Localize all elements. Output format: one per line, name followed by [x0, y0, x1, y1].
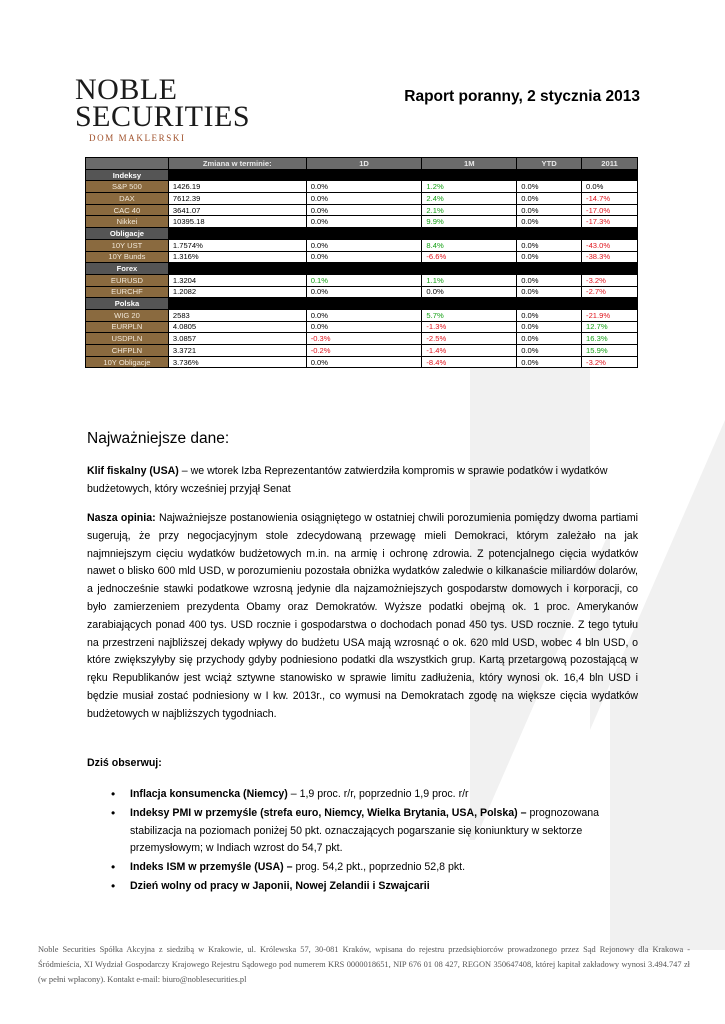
list-item-bold: Dzień wolny od pracy w Japonii, Nowej Zelandii i Szwajcarii [130, 879, 430, 892]
table-section-filler [168, 298, 637, 310]
change-d1: 0.0% [306, 309, 422, 321]
instrument-value: 4.0805 [168, 321, 306, 333]
instrument-name: EURCHF [86, 286, 169, 298]
change-y2011: -17.0% [582, 204, 638, 216]
change-d1: 0.0% [306, 286, 422, 298]
opinia-title: Nasza opinia: [87, 512, 156, 524]
change-y2011: -3.2% [582, 274, 638, 286]
change-d1: 0.0% [306, 321, 422, 333]
klif-text: – we wtorek Izba Reprezentantów zatwierdziła kompromis w sprawie podatków i wydatków budżetowych, który wcześniej przyjął Senat [87, 465, 608, 495]
instrument-name: USDPLN [86, 333, 169, 345]
market-table [85, 157, 638, 368]
change-ytd: 0.0% [517, 356, 582, 368]
change-ytd: 0.0% [517, 239, 582, 251]
table-section-filler [168, 263, 637, 275]
change-d1: -0.2% [306, 345, 422, 357]
change-m1: 9.9% [422, 216, 517, 228]
table-section-label: Forex [86, 263, 169, 275]
logo-line-1: NOBLE [75, 73, 178, 106]
change-d1: 0.0% [306, 216, 422, 228]
table-section-row [86, 169, 638, 181]
instrument-value: 1.2082 [168, 286, 306, 298]
change-ytd: 0.0% [517, 286, 582, 298]
logo-line-2: SECURITIES [75, 100, 251, 133]
table-section-row [86, 263, 638, 275]
table-section-label: Indeksy [86, 169, 169, 181]
change-ytd: 0.0% [517, 216, 582, 228]
change-m1: -8.4% [422, 356, 517, 368]
table-row [86, 286, 638, 298]
table-row [86, 181, 638, 193]
change-m1: 2.1% [422, 204, 517, 216]
change-m1: 5.7% [422, 309, 517, 321]
instrument-value: 1426.19 [168, 181, 306, 193]
change-d1: 0.0% [306, 356, 422, 368]
instrument-value: 2583 [168, 309, 306, 321]
change-y2011: 0.0% [582, 181, 638, 193]
change-m1: -6.6% [422, 251, 517, 263]
table-row [86, 345, 638, 357]
table-header-row [86, 158, 638, 170]
table-section-row [86, 228, 638, 240]
table-section-row [86, 298, 638, 310]
change-ytd: 0.0% [517, 193, 582, 205]
list-item-bold: Indeksy PMI w przemyśle (strefa euro, Niemcy, Wielka Brytania, USA, Polska) – [130, 806, 527, 819]
change-d1: -0.3% [306, 333, 422, 345]
footer-legal-text: Noble Securities Spółka Akcyjna z siedzibą w Krakowie, ul. Królewska 57, 30-081 Kraków, wpisana do rejestru przedsiębiorców prowadzonego przez Sąd Rejonowy dla Krakowa - Śródmieścia, XI Wydział Gospodarczy Krajowego Rejestru Sądowego pod numerem KRS 0000018651, NIP 676 01 08 427, REGON 350647408, której kapitał zakładowy wynosi 3.494.747 zł (w pełni wpłacony). Kontakt e-mail: biuro@noblesecurities.pl [38, 945, 690, 984]
list-item [87, 786, 647, 804]
instrument-value: 1.7574% [168, 239, 306, 251]
table-row [86, 356, 638, 368]
instrument-name: CAC 40 [86, 204, 169, 216]
klif-paragraph [87, 463, 638, 499]
instrument-value: 10395.18 [168, 216, 306, 228]
klif-title: Klif fiskalny (USA) [87, 465, 179, 477]
change-y2011: 15.9% [582, 345, 638, 357]
change-ytd: 0.0% [517, 204, 582, 216]
change-ytd: 0.0% [517, 309, 582, 321]
instrument-value: 3.0857 [168, 333, 306, 345]
company-logo [75, 73, 251, 143]
table-row [86, 321, 638, 333]
report-title: Raport poranny, 2 stycznia 2013 [404, 88, 640, 105]
list-item [87, 878, 647, 896]
instrument-name: 10Y UST [86, 239, 169, 251]
instrument-name: WIG 20 [86, 309, 169, 321]
section-heading: Najważniejsze dane: [87, 430, 230, 447]
change-m1: -2.5% [422, 333, 517, 345]
table-section-label: Polska [86, 298, 169, 310]
change-m1: -1.3% [422, 321, 517, 333]
list-item [87, 805, 647, 858]
change-m1: 0.0% [422, 286, 517, 298]
instrument-name: S&P 500 [86, 181, 169, 193]
instrument-value: 3641.07 [168, 204, 306, 216]
list-item-bold: Indeks ISM w przemyśle (USA) – [130, 861, 293, 874]
instrument-name: 10Y Bunds [86, 251, 169, 263]
observe-title [87, 755, 638, 773]
observe-list [87, 786, 647, 897]
table-row [86, 216, 638, 228]
change-ytd: 0.0% [517, 251, 582, 263]
instrument-name: EURUSD [86, 274, 169, 286]
list-item-text: prognozowana stabilizacja na poziomach poniżej 50 pkt. oznaczających pogarszanie się koniunktury w sektorze przemysłowym; w Indiach wzrost do 54,7 pkt. [130, 806, 599, 855]
change-y2011: -3.2% [582, 356, 638, 368]
change-y2011: 16.3% [582, 333, 638, 345]
table-header-cell: 1D [306, 158, 422, 170]
change-ytd: 0.0% [517, 333, 582, 345]
list-item [87, 859, 647, 877]
change-d1: 0.0% [306, 181, 422, 193]
change-ytd: 0.0% [517, 321, 582, 333]
list-item-bold: Inflacja konsumencka (Niemcy) [130, 788, 288, 800]
table-section-filler [168, 228, 637, 240]
list-item-text: – 1,9 proc. r/r, poprzednio 1,9 proc. r/r [287, 788, 469, 800]
change-y2011: -21.9% [582, 309, 638, 321]
change-ytd: 0.0% [517, 181, 582, 193]
change-y2011: -43.0% [582, 239, 638, 251]
change-m1: 8.4% [422, 239, 517, 251]
instrument-value: 3.3721 [168, 345, 306, 357]
instrument-name: Nikkei [86, 216, 169, 228]
change-ytd: 0.0% [517, 274, 582, 286]
opinia-paragraph [87, 510, 638, 724]
table-header-cell: YTD [517, 158, 582, 170]
change-m1: 1.1% [422, 274, 517, 286]
table-row [86, 193, 638, 205]
table-row [86, 239, 638, 251]
instrument-name: EURPLN [86, 321, 169, 333]
list-item-text: prog. 54,2 pkt., poprzednio 52,8 pkt. [292, 861, 466, 874]
table-row [86, 274, 638, 286]
table-section-filler [168, 169, 637, 181]
change-y2011: 12.7% [582, 321, 638, 333]
change-d1: 0.1% [306, 274, 422, 286]
table-row [86, 251, 638, 263]
change-ytd: 0.0% [517, 345, 582, 357]
table-row [86, 204, 638, 216]
change-d1: 0.0% [306, 251, 422, 263]
change-y2011: -14.7% [582, 193, 638, 205]
change-y2011: -38.3% [582, 251, 638, 263]
table-header-cell: 1M [422, 158, 517, 170]
change-d1: 0.0% [306, 239, 422, 251]
opinia-text: Najważniejsze postanowienia osiągniętego w ostatniej chwili porozumienia pomiędzy dwoma partiami sugerują, że przy negocjacyjnym stole zdecydowaną przewagę mieli Demokraci, którym zależało na jak najmniejszym cięciu wydatków budżetowych m.in. na armię i ochronę zdrowia. Z potencjalnego cięcia wydatków nawet o blisko 600 mld USD, w porozumieniu pozostała obniżka wydatków zaledwie o kilkanaście miliardów dolarów, a jednocześnie stawki podatkowe wzrosną jedynie dla najzamożniejszych gospodarstw domowych i korporacji, co było zamierzeniem prezydenta Obamy oraz Demokratów. Wyższe podatki obejmą ok. 1 proc. Amerykanów zarabiających ponad 400 tys. USD rocznie i gospodarstwa o dochodach ponad 450 tys. USD rocznie. Z tego tytułu na przestrzeni najbliższej dekady wpływy do budżetu USA mają wzrosnąć o ok. 620 mld USD, wobec 4 bln USD, o które zwiększyłyby się przychody gdyby podniesiono podatki dla wszystkich grup. Kartą przetargową pozostającą w ręku Republikanów jest wciąż sztywne stanowisko w sprawie limitu zadłużenia, który wynosi ok. 16,4 bln USD i będzie musiał zostać podniesiony w I kw. 2013r., co wymusi na Demokratach zgodę na większe cięcia wydatków budżetowych w najbliższych tygodniach. [87, 512, 638, 720]
table-header-cell: Zmiana w terminie: [168, 158, 306, 170]
instrument-value: 1.3204 [168, 274, 306, 286]
table-header-cell: 2011 [582, 158, 638, 170]
change-m1: 2.4% [422, 193, 517, 205]
change-d1: 0.0% [306, 193, 422, 205]
instrument-name: 10Y Obligacje [86, 356, 169, 368]
instrument-value: 3.736% [168, 356, 306, 368]
instrument-name: DAX [86, 193, 169, 205]
instrument-name: CHFPLN [86, 345, 169, 357]
change-m1: 1.2% [422, 181, 517, 193]
instrument-value: 7612.39 [168, 193, 306, 205]
instrument-value: 1.316% [168, 251, 306, 263]
change-y2011: -17.3% [582, 216, 638, 228]
change-d1: 0.0% [306, 204, 422, 216]
table-section-label: Obligacje [86, 228, 169, 240]
change-m1: -1.4% [422, 345, 517, 357]
table-row [86, 333, 638, 345]
table-header-cell [86, 158, 169, 170]
table-row [86, 309, 638, 321]
logo-line-3: DOM MAKLERSKI [89, 133, 186, 143]
change-y2011: -2.7% [582, 286, 638, 298]
observe-title-text: Dziś obserwuj: [87, 757, 162, 769]
